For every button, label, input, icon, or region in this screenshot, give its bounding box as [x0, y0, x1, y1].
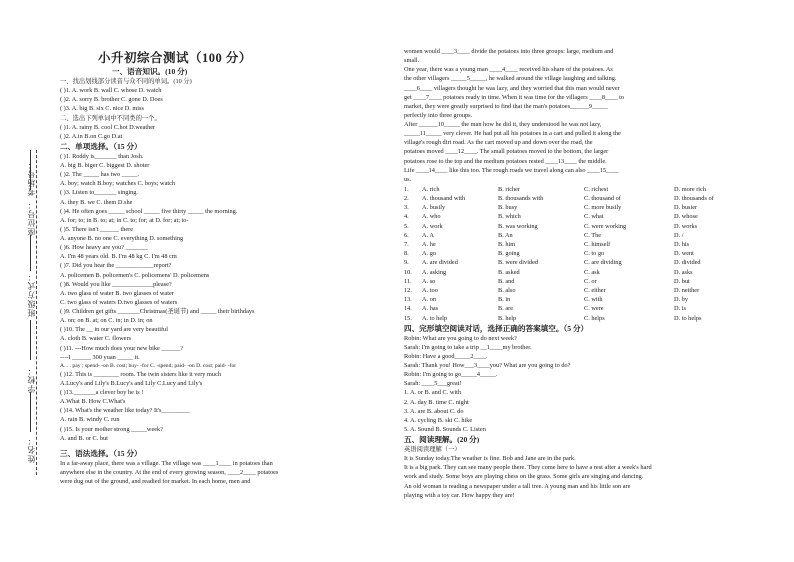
- option-d[interactable]: D. went: [674, 250, 694, 258]
- question-line: ( )3. A. big B. six C. nice D. miss: [60, 105, 144, 113]
- option-num: 2.: [404, 195, 409, 203]
- option-a[interactable]: A. who: [422, 213, 441, 221]
- option-c[interactable]: C. ask: [584, 268, 600, 276]
- option-a[interactable]: A. to help: [422, 314, 448, 322]
- option-b[interactable]: B. going: [498, 250, 520, 258]
- dialog-option: 5. A. Sound B. Sounds C. Listen: [404, 425, 486, 433]
- instruction: 一、找出划线部分读音与众不同的单词。(10 分): [60, 78, 192, 85]
- option-d[interactable]: D. whose: [674, 213, 698, 221]
- question-line: ( )11. ---How much does your new bike ______?: [60, 344, 184, 352]
- question-line: A. rain B. windy C. run: [60, 416, 120, 424]
- option-c[interactable]: C. The: [584, 231, 602, 239]
- question-line: ( )1. Roddy is_______ than Josh.: [60, 152, 144, 160]
- option-num: 5.: [404, 222, 409, 230]
- option-d[interactable]: D. /: [674, 231, 684, 239]
- label-school: 学校：: [27, 366, 36, 393]
- option-c[interactable]: C. or: [584, 277, 597, 285]
- option-d[interactable]: D. more rich: [674, 185, 706, 193]
- passage-line: village's rough dirt road. As the cart moved up and down over the road, the: [404, 139, 593, 147]
- question-line: ( )7. Did you hear the ____________report?: [60, 262, 172, 270]
- option-d[interactable]: D. works: [674, 222, 698, 230]
- option-b[interactable]: B. were divided: [498, 259, 539, 267]
- question-line: ( )14. What's the weather like today? It's_________: [60, 407, 190, 415]
- option-c[interactable]: C. thousand of: [584, 195, 621, 203]
- blank-class[interactable]: [30, 320, 31, 360]
- option-a[interactable]: A. he: [422, 241, 436, 249]
- options-row: [404, 185, 754, 194]
- instruction: 二、选出下列单词中不同类的一个。: [60, 114, 161, 122]
- option-b[interactable]: B. which: [498, 213, 521, 221]
- options-row: [404, 240, 754, 249]
- options-row: [404, 194, 754, 203]
- option-c[interactable]: C. to go: [584, 250, 605, 258]
- option-c[interactable]: C. what: [584, 213, 604, 221]
- dialog-option: 1. A. or B. and C. with: [404, 389, 462, 397]
- question-line: A. cloth B. water C. flowers: [60, 335, 131, 343]
- question-line: ( )2. A.in B.on C.go D.at: [60, 132, 123, 140]
- question-line: ( )1. A. rainy B. cool C.hot D.weather: [60, 123, 156, 131]
- option-a[interactable]: A. busily: [422, 204, 446, 212]
- question-line: ( )10. The __ in our yard are very beautiful: [60, 326, 168, 334]
- question-line: A. boy; watch B.boy; watches C. boys; watch: [60, 180, 176, 188]
- passage-line: ____6____ villagers thought he was lazy, and they worried that this man would never: [404, 84, 620, 92]
- option-num: 1.: [404, 185, 409, 193]
- option-d[interactable]: D. busier: [674, 204, 698, 212]
- option-num: 8.: [404, 250, 409, 258]
- passage-line: In a far-away place, there was a village. The village was ____1____ in potatoes than: [60, 459, 273, 467]
- passage-line: potatoes moved ____12____. The small potatoes moved to the bottom, the larger: [404, 148, 609, 156]
- passage-line: women would ____3____ divide the potatoes into three groups: large, medium and: [404, 48, 614, 55]
- option-a[interactable]: A. on: [422, 296, 436, 304]
- question-line: C. two glass of waters D.two glasses of waters: [60, 298, 178, 306]
- options-row: [404, 304, 754, 313]
- option-num: 3.: [404, 204, 409, 212]
- passage-line: us.: [404, 175, 412, 183]
- question-line: ( )13._______a clever boy he is !: [60, 389, 144, 397]
- option-c[interactable]: C. richest: [584, 185, 609, 193]
- blank-school[interactable]: [30, 392, 31, 432]
- option-d[interactable]: D. by: [674, 296, 688, 304]
- section-grammar: 三、语法选择。（15 分）: [60, 448, 142, 458]
- option-num: 15.: [404, 314, 412, 322]
- question-line: A. policemen B. policemen's C. policemens' D. policemens: [60, 271, 210, 279]
- dialog-line: Robin: I'm going to go_____4_____.: [404, 371, 498, 379]
- dialog-line: Sarah: ____5___great!: [404, 380, 462, 388]
- question-line: ( )2. The _____ has two _____.: [60, 171, 139, 179]
- reading-line: playing with a toy car. How happy they are!: [404, 491, 515, 499]
- dialog-option: 2. A. day B. time C. night: [404, 398, 469, 406]
- passage-line: Life ____14____ like this too. The rough roads we travel along can also ____15____: [404, 166, 619, 174]
- options-row: [404, 203, 754, 212]
- label-exam-room: 考场号：: [27, 160, 36, 196]
- question-line: A. and B. or C. but: [60, 434, 108, 442]
- option-a[interactable]: A. are divided: [422, 259, 458, 267]
- passage-line: get ____7____ potatoes ready in time. When it was time for the villagers ____8____ to: [404, 93, 625, 101]
- question-line: A. anyone B. no one C. everything D. something: [60, 235, 184, 242]
- question-line: ( )2. A. sorry B. brother C. gone D. Does: [60, 96, 163, 104]
- options-row: [404, 212, 754, 221]
- question-line: A.Lucy's and Lily's B.Lucy's and Lily C.Lucy and Lily's: [60, 379, 203, 387]
- option-d[interactable]: D. to helps: [674, 314, 702, 322]
- question-line: A. they B. we C. them D.she: [60, 198, 133, 206]
- options-row: [404, 295, 754, 304]
- options-row: [404, 258, 754, 267]
- option-num: 11.: [404, 277, 412, 285]
- question-line: A. . . pay ; spend- -on B. cost; buy- -for C. -spend; paid- -on D. cost; paid- -for: [60, 362, 237, 369]
- option-b[interactable]: B. help: [498, 314, 517, 322]
- binding-strip: [0, 0, 56, 562]
- section-cloze-dialog: 四、完形填空阅读对话，选择正确的答案填空。（5 分）: [404, 323, 589, 333]
- option-b[interactable]: B. in: [498, 296, 511, 304]
- option-c[interactable]: C. with: [584, 296, 603, 304]
- passage-line: potatoes rose to the top and the medium potatoes rested ____13____ the middle.: [404, 157, 607, 165]
- option-b[interactable]: B. busy: [498, 204, 518, 212]
- option-a[interactable]: A. asking: [422, 268, 447, 276]
- question-line: A. two glass of water B. two glasses of water: [60, 289, 174, 297]
- option-c[interactable]: C. either: [584, 286, 606, 294]
- option-b[interactable]: B. asked: [498, 268, 520, 276]
- dialog-line: Robin: Have a good_____2____.: [404, 352, 488, 360]
- passage-line: _____11_____ very clever. He had put all his potatoes in a cart and pulled it along the: [404, 130, 621, 138]
- question-line: ( )4. He often goes _____ school _____ five thirty _____ the morning.: [60, 207, 238, 215]
- option-d[interactable]: D. divided: [674, 259, 701, 267]
- reading-subtitle: 英语阅读理解（一）: [404, 446, 461, 454]
- blank-seat-number[interactable]: [30, 235, 31, 271]
- option-b[interactable]: B. and: [498, 277, 515, 285]
- option-c[interactable]: C. were: [584, 305, 604, 313]
- option-c[interactable]: C. himself: [584, 241, 611, 249]
- question-line: A. on; on B. at; on C. in; in D. in; on: [60, 317, 153, 325]
- option-b[interactable]: B. richer: [498, 185, 521, 193]
- option-d[interactable]: D. his: [674, 241, 690, 249]
- dialog-option: 3. A. are B. about C. do: [404, 407, 464, 415]
- option-num: 12.: [404, 286, 412, 294]
- question-line: ( )15. Is your mother strong _____week?: [60, 425, 164, 433]
- question-line: ----I ______ 300 yuan _____ it.: [60, 353, 140, 361]
- reading-line: An old woman is reading a newspaper under a tall tree. A young man and his little son are: [404, 482, 631, 490]
- options-row: [404, 277, 754, 286]
- dialog-option: 4. A. cycling B. ski C. hike: [404, 416, 473, 424]
- option-a[interactable]: A. go: [422, 250, 436, 258]
- option-b[interactable]: B. thousands with: [498, 195, 544, 203]
- dialog-line: Sarah: I'm going to take a trip __1____my brother.: [404, 343, 532, 351]
- option-a[interactable]: A. rich: [422, 185, 440, 193]
- question-line: ( )6. How heavy are you? _______: [60, 244, 148, 252]
- reading-line: It is Sunday today.The weather is fine. Bob and Jane are in the park.: [404, 455, 576, 463]
- option-d[interactable]: D. asks: [674, 268, 693, 276]
- question-line: A. I'm 48 years old. B. I'm 48 kg C. I'm 48 cm: [60, 253, 177, 261]
- reading-line: It is a big park. They can see many people there. They come here to have a rest after a week's hard: [404, 464, 652, 472]
- question-line: ( )3. Listen to_______ singing.: [60, 189, 139, 197]
- passage-line: small.: [404, 57, 420, 65]
- option-num: 6.: [404, 231, 409, 239]
- option-c[interactable]: C. more busily: [584, 204, 622, 212]
- option-num: 13.: [404, 296, 412, 304]
- question-line: A. big B. biger C. biggest D. shoter: [60, 162, 150, 169]
- dialog-line: Robin: What are you going to do next week?: [404, 334, 517, 342]
- blank-exam-room[interactable]: [30, 150, 31, 190]
- label-name: 姓名：: [27, 436, 36, 463]
- option-a[interactable]: A. so: [422, 277, 436, 285]
- option-num: 4.: [404, 213, 409, 221]
- option-d[interactable]: D. neither: [674, 286, 700, 294]
- option-num: 10.: [404, 268, 412, 276]
- passage-line: were dug out of the ground, and readied for market. In each home, men and: [60, 478, 251, 486]
- options-row: [404, 286, 754, 295]
- passage-line: After ______10_____ the man how he did it, they understood he was not lazy,: [404, 121, 602, 128]
- option-c[interactable]: C. helps: [584, 314, 605, 322]
- option-b[interactable]: B. was working: [498, 222, 538, 230]
- options-row: [404, 268, 754, 277]
- options-row: [404, 249, 754, 258]
- option-num: 14.: [404, 305, 412, 313]
- section-reading: 五、阅读理解。(20 分): [404, 435, 480, 445]
- passage-line: market, they were greatly surprised to find that the man's potatoes______9_____: [404, 102, 608, 110]
- option-c[interactable]: C. are dividing: [584, 259, 622, 267]
- section-multiple-choice: 二、单项选择。（15 分）: [60, 141, 142, 151]
- option-b[interactable]: B. An: [498, 231, 513, 239]
- options-row: [404, 231, 754, 240]
- option-c[interactable]: C. were working: [584, 222, 627, 230]
- passage-line: One year, there was a young man ____4____ received his share of the potatoes. As: [404, 66, 613, 74]
- page-title: 小升初综合测试（100 分）: [98, 51, 252, 65]
- option-b[interactable]: B. also: [498, 286, 516, 294]
- question-line: ( )1. A. work B. wall C. whose D. watch: [60, 87, 162, 95]
- option-num: 9.: [404, 259, 409, 267]
- passage-line: anywhere else in the country. At the end of every growing season, ____2____ potatoes: [60, 468, 279, 476]
- option-d[interactable]: D. thousands of: [674, 195, 714, 203]
- left-column: [60, 66, 390, 486]
- passage-line: perfectly into three groups.: [404, 111, 473, 119]
- option-a[interactable]: A. A: [422, 231, 434, 239]
- option-num: 7.: [404, 241, 409, 249]
- option-a[interactable]: A. too: [422, 286, 438, 294]
- option-a[interactable]: A. has: [422, 305, 439, 313]
- option-a[interactable]: A. thousand with: [422, 195, 466, 203]
- question-line: ( )5. There isn't ______ there: [60, 225, 134, 233]
- options-table: [404, 185, 754, 323]
- options-row: [404, 314, 754, 323]
- section-phonetics: 一、语音知识。(10 分): [112, 67, 188, 76]
- dialog-line: Sarah: Thank you! How___3____you? What are you going to do?: [404, 362, 571, 370]
- label-seat-number: 座位号：: [27, 200, 36, 236]
- reading-line: work and study. Some boys are playing chess on the grass. Some girls are singing and dancing.: [404, 473, 644, 481]
- label-class: 班级方式：: [27, 272, 36, 317]
- question-line: ( )12. This is ________ room. The twin sisters like it very much: [60, 370, 222, 378]
- option-d[interactable]: D. but: [674, 277, 690, 285]
- options-row: [404, 222, 754, 231]
- option-d[interactable]: D. is: [674, 305, 686, 313]
- question-line: ( )9. Children get gifts _______Christmas(圣诞节) and _____ their birthdays: [60, 308, 255, 315]
- option-b[interactable]: B. are: [498, 305, 514, 313]
- question-line: ( )8. Would you like _____________please?: [60, 280, 172, 288]
- passage-line: the other villagers _____5_____, he walked around the village laughing and talking.: [404, 75, 617, 83]
- option-b[interactable]: B. him: [498, 241, 516, 249]
- question-line: A. for; to; in B. to; at; in C. to; for; at D. for; at; to-: [60, 216, 189, 224]
- option-a[interactable]: A. work: [422, 222, 443, 230]
- right-column: [404, 47, 776, 500]
- question-line: A.What B. How C.What's: [60, 398, 126, 406]
